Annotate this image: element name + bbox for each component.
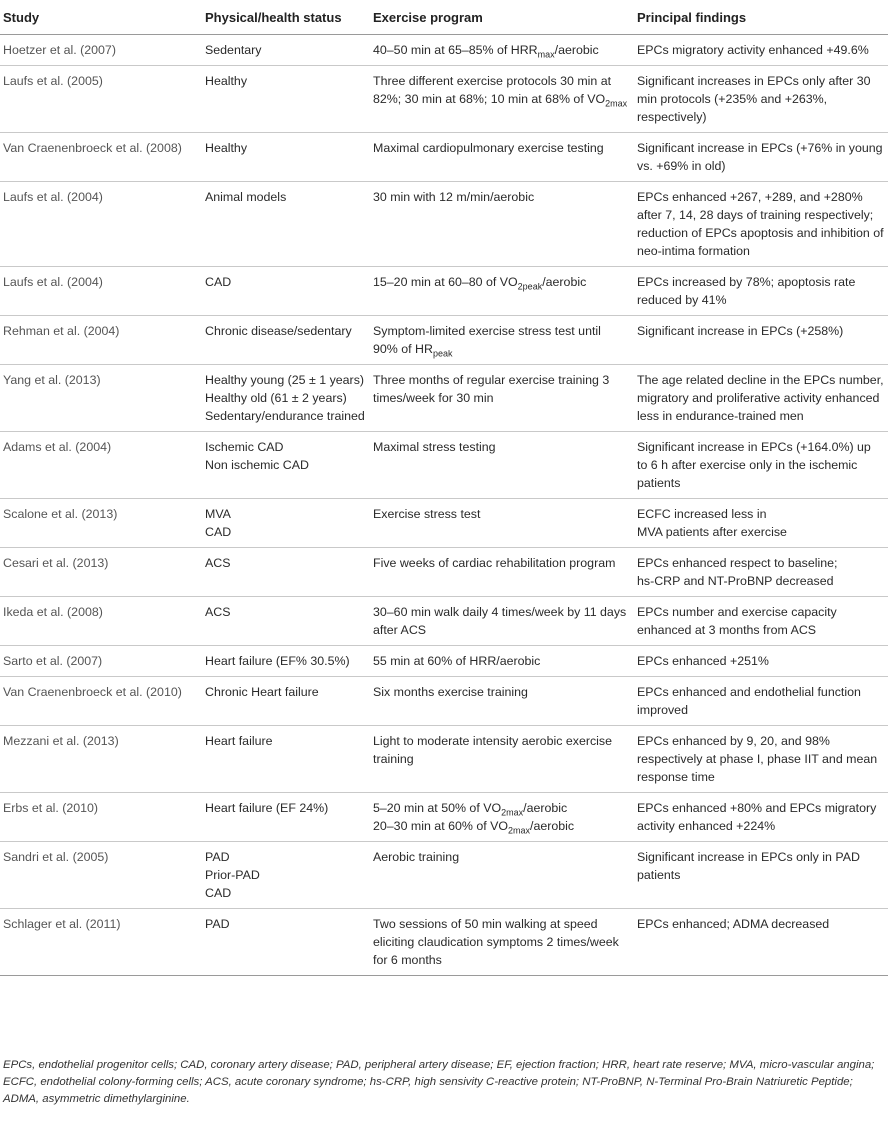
cell-program-line: Aerobic training bbox=[373, 850, 460, 864]
cell-status-line: CAD bbox=[205, 525, 232, 539]
cell-findings bbox=[633, 842, 888, 909]
cell-status-line: PAD bbox=[205, 850, 230, 864]
table-row bbox=[0, 842, 888, 909]
cell-status-line: Chronic disease/sedentary bbox=[205, 324, 352, 338]
cell-program-line: 15–20 min at 60–80 of $VO_{2peak}$/aerobic bbox=[373, 275, 587, 292]
cell-status-line: PAD bbox=[205, 917, 230, 931]
cell-status-line: Healthy young (25 ± 1 years) bbox=[205, 373, 365, 387]
cell-findings bbox=[633, 316, 888, 365]
cell-findings-line: EPCs enhanced +80% and EPCs migratory activity enhanced +224% bbox=[637, 801, 877, 833]
table-body bbox=[0, 35, 888, 976]
cell-findings bbox=[633, 133, 888, 182]
cell-program-line: 55 min at 60% of HRR/aerobic bbox=[373, 654, 541, 668]
cell-status-line: Prior-PAD bbox=[205, 868, 260, 882]
cell-findings bbox=[633, 726, 888, 793]
cell-study: Van Craenenbroeck et al. (2010) bbox=[0, 677, 201, 726]
cell-status bbox=[201, 182, 369, 267]
cell-status-line: Ischemic CAD bbox=[205, 440, 284, 454]
cell-status bbox=[201, 677, 369, 726]
cell-status bbox=[201, 267, 369, 316]
cell-findings bbox=[633, 548, 888, 597]
cell-program-line: Exercise stress test bbox=[373, 507, 481, 521]
cell-findings-line: EPCs enhanced by 9, 20, and 98% respectively at phase I, phase IIT and mean response time bbox=[637, 734, 878, 784]
cell-status-line: Sedentary bbox=[205, 43, 262, 57]
table-header bbox=[0, 0, 888, 35]
cell-study: Rehman et al. (2004) bbox=[0, 316, 201, 365]
cell-status-line: Healthy bbox=[205, 74, 248, 88]
cell-study: Laufs et al. (2004) bbox=[0, 182, 201, 267]
cell-program-line: Symptom-limited exercise stress test until 90% of $HR_{peak}$ bbox=[373, 324, 601, 359]
cell-program-line: Maximal stress testing bbox=[373, 440, 496, 454]
cell-status-line: MVA bbox=[205, 507, 231, 521]
cell-findings-line: Significant increase in EPCs (+258%) bbox=[637, 324, 844, 338]
header-findings: Principal findings bbox=[633, 0, 888, 35]
cell-program bbox=[369, 793, 633, 842]
cell-findings-line: EPCs enhanced +251% bbox=[637, 654, 769, 668]
cell-findings-line: EPCs increased by 78%; apoptosis rate reduced by 41% bbox=[637, 275, 856, 307]
cell-status-line: Sedentary/endurance trained bbox=[205, 409, 365, 423]
table-row bbox=[0, 726, 888, 793]
cell-status-line: Non ischemic CAD bbox=[205, 458, 309, 472]
cell-findings bbox=[633, 35, 888, 66]
table-row bbox=[0, 909, 888, 976]
cell-program-line: Two sessions of 50 min walking at speed eliciting claudication symptoms 2 times/week for 6 months bbox=[373, 917, 619, 967]
cell-status bbox=[201, 133, 369, 182]
cell-status bbox=[201, 35, 369, 66]
cell-program-line: Three months of regular exercise training 3 times/week for 30 min bbox=[373, 373, 610, 405]
cell-status-line: Chronic Heart failure bbox=[205, 685, 319, 699]
cell-status bbox=[201, 316, 369, 365]
cell-program bbox=[369, 267, 633, 316]
cell-status bbox=[201, 597, 369, 646]
cell-program bbox=[369, 842, 633, 909]
cell-program bbox=[369, 597, 633, 646]
cell-program bbox=[369, 499, 633, 548]
cell-findings-line: hs-CRP and NT-ProBNP decreased bbox=[637, 574, 834, 588]
header-row bbox=[0, 0, 888, 35]
cell-program-line: Five weeks of cardiac rehabilitation program bbox=[373, 556, 616, 570]
cell-study: Van Craenenbroeck et al. (2008) bbox=[0, 133, 201, 182]
cell-program bbox=[369, 182, 633, 267]
cell-status-line: Heart failure (EF 24%) bbox=[205, 801, 329, 815]
cell-status-line: ACS bbox=[205, 556, 231, 570]
cell-program bbox=[369, 909, 633, 976]
table-row bbox=[0, 499, 888, 548]
cell-study: Sandri et al. (2005) bbox=[0, 842, 201, 909]
cell-program bbox=[369, 548, 633, 597]
cell-findings bbox=[633, 793, 888, 842]
cell-findings bbox=[633, 267, 888, 316]
cell-findings-line: Significant increase in EPCs (+76% in young vs. +69% in old) bbox=[637, 141, 883, 173]
cell-status-line: Healthy old (61 ± 2 years) bbox=[205, 391, 347, 405]
table-row bbox=[0, 66, 888, 133]
cell-status-line: CAD bbox=[205, 275, 232, 289]
cell-program bbox=[369, 677, 633, 726]
cell-program-line: Maximal cardiopulmonary exercise testing bbox=[373, 141, 604, 155]
cell-findings-line: MVA patients after exercise bbox=[637, 525, 787, 539]
cell-program-line: 20–30 min at 60% of $VO_{2max}$/aerobic bbox=[373, 819, 575, 836]
cell-program-line: Six months exercise training bbox=[373, 685, 528, 699]
cell-findings-line: The age related decline in the EPCs number, migratory and proliferative activity enhanced less in endurance-trained men bbox=[637, 373, 884, 423]
cell-status bbox=[201, 432, 369, 499]
cell-findings bbox=[633, 66, 888, 133]
cell-study: Laufs et al. (2005) bbox=[0, 66, 201, 133]
cell-findings-line: EPCs migratory activity enhanced +49.6% bbox=[637, 43, 869, 57]
cell-status bbox=[201, 499, 369, 548]
cell-program bbox=[369, 646, 633, 677]
cell-status-line: ACS bbox=[205, 605, 231, 619]
cell-findings bbox=[633, 182, 888, 267]
header-status: Physical/health status bbox=[201, 0, 369, 35]
cell-program bbox=[369, 432, 633, 499]
cell-status bbox=[201, 909, 369, 976]
cell-program bbox=[369, 726, 633, 793]
table-row bbox=[0, 646, 888, 677]
cell-findings-line: EPCs enhanced +267, +289, and +280% after 7, 14, 28 days of training respectively; reduction of EPCs apoptosis and inhibition of neo-intima formation bbox=[637, 190, 884, 258]
cell-program-line: Light to moderate intensity aerobic exercise training bbox=[373, 734, 612, 766]
cell-status bbox=[201, 793, 369, 842]
cell-study: Mezzani et al. (2013) bbox=[0, 726, 201, 793]
cell-program bbox=[369, 133, 633, 182]
cell-findings bbox=[633, 432, 888, 499]
header-program: Exercise program bbox=[369, 0, 633, 35]
cell-findings-line: EPCs enhanced respect to baseline; bbox=[637, 556, 838, 570]
cell-program bbox=[369, 316, 633, 365]
cell-findings bbox=[633, 499, 888, 548]
cell-findings-line: EPCs enhanced and endothelial function improved bbox=[637, 685, 861, 717]
cell-program-line: 30–60 min walk daily 4 times/week by 11 days after ACS bbox=[373, 605, 627, 637]
cell-status bbox=[201, 365, 369, 432]
cell-findings bbox=[633, 677, 888, 726]
cell-program bbox=[369, 35, 633, 66]
table-row bbox=[0, 182, 888, 267]
table-row bbox=[0, 677, 888, 726]
cell-program bbox=[369, 365, 633, 432]
cell-study: Sarto et al. (2007) bbox=[0, 646, 201, 677]
cell-study: Laufs et al. (2004) bbox=[0, 267, 201, 316]
cell-findings bbox=[633, 597, 888, 646]
cell-status bbox=[201, 66, 369, 133]
cell-findings bbox=[633, 646, 888, 677]
cell-program bbox=[369, 66, 633, 133]
cell-findings-line: ECFC increased less in bbox=[637, 507, 767, 521]
cell-status bbox=[201, 646, 369, 677]
cell-findings-line: EPCs number and exercise capacity enhanced at 3 months from ACS bbox=[637, 605, 837, 637]
cell-study: Ikeda et al. (2008) bbox=[0, 597, 201, 646]
cell-study: Schlager et al. (2011) bbox=[0, 909, 201, 976]
table-row bbox=[0, 133, 888, 182]
cell-findings bbox=[633, 365, 888, 432]
table-row bbox=[0, 432, 888, 499]
cell-status bbox=[201, 548, 369, 597]
header-study: Study bbox=[0, 0, 201, 35]
cell-status bbox=[201, 726, 369, 793]
cell-status-line: CAD bbox=[205, 886, 232, 900]
table-row bbox=[0, 548, 888, 597]
table-row bbox=[0, 365, 888, 432]
cell-findings-line: Significant increase in EPCs only in PAD patients bbox=[637, 850, 860, 882]
cell-study: Hoetzer et al. (2007) bbox=[0, 35, 201, 66]
cell-program-line: 5–20 min at 50% of $VO_{2max}$/aerobic bbox=[373, 801, 568, 818]
cell-program-line: 30 min with 12 m/min/aerobic bbox=[373, 190, 535, 204]
cell-status bbox=[201, 842, 369, 909]
cell-study: Cesari et al. (2013) bbox=[0, 548, 201, 597]
table-row bbox=[0, 267, 888, 316]
cell-findings bbox=[633, 909, 888, 976]
cell-findings-line: Significant increase in EPCs (+164.0%) up to 6 h after exercise only in the ischemic patients bbox=[637, 440, 871, 490]
table-row bbox=[0, 597, 888, 646]
table-row bbox=[0, 793, 888, 842]
cell-program-line: Three different exercise protocols 30 min at 82%; 30 min at 68%; 10 min at 68% of $VO_{2max}$ bbox=[373, 74, 628, 109]
cell-findings-line: EPCs enhanced; ADMA decreased bbox=[637, 917, 830, 931]
table-row bbox=[0, 35, 888, 66]
cell-findings-line: Significant increases in EPCs only after 30 min protocols (+235% and +263%, respectively) bbox=[637, 74, 871, 124]
cell-study: Erbs et al. (2010) bbox=[0, 793, 201, 842]
cell-status-line: Animal models bbox=[205, 190, 287, 204]
cell-status-line: Healthy bbox=[205, 141, 248, 155]
cell-study: Yang et al. (2013) bbox=[0, 365, 201, 432]
cell-study: Scalone et al. (2013) bbox=[0, 499, 201, 548]
cell-status-line: Heart failure bbox=[205, 734, 273, 748]
cell-study: Adams et al. (2004) bbox=[0, 432, 201, 499]
cell-program-line: 40–50 min at 65–85% of $HRR_{max}$/aerobic bbox=[373, 43, 599, 60]
cell-status-line: Heart failure (EF% 30.5%) bbox=[205, 654, 350, 668]
table-footnote: EPCs, endothelial progenitor cells; CAD, coronary artery disease; PAD, peripheral artery disease; EF, ejection fraction; HRR, heart rate reserve; MVA, micro-vascular angina; ECFC, endothelial colony-forming cells; ACS, acute coronary syndrome; hs-CRP, high sensivity C-reactive protein; NT-ProBNP, N-Terminal Pro-Brain Natriuretic Peptide; ADMA, asymmetric dimethylarginine. bbox=[3, 1059, 875, 1105]
table-row bbox=[0, 316, 888, 365]
